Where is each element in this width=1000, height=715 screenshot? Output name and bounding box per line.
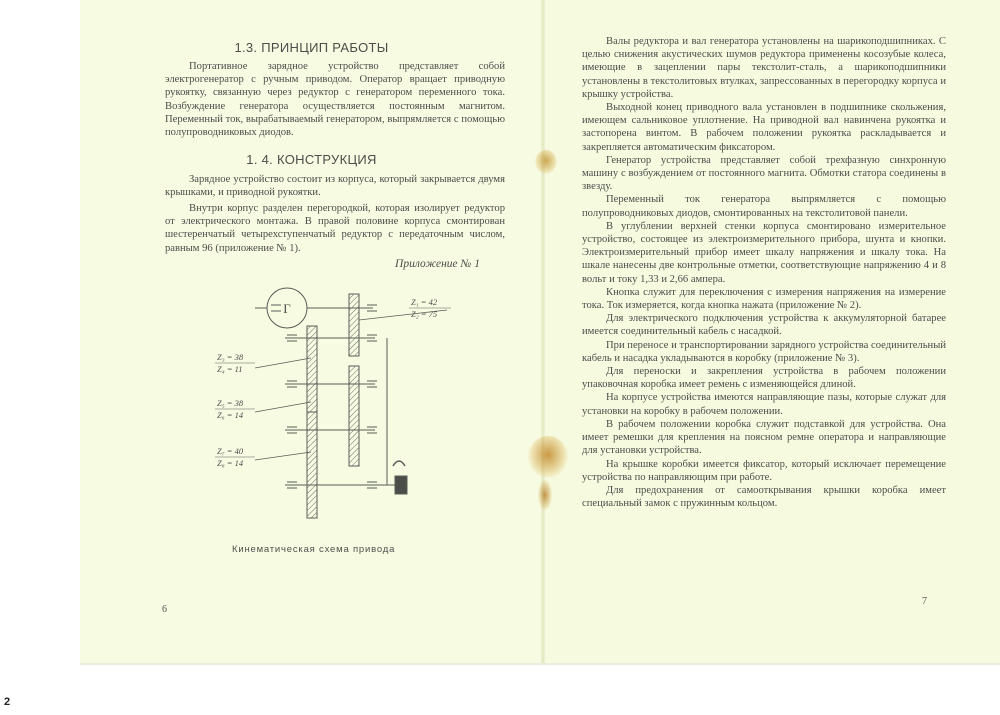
right-page-text bbox=[582, 35, 946, 510]
ratio-1-den: Z₂ = 75 bbox=[411, 309, 438, 319]
right-paragraph: Для электрического подключения устройства к аккумуляторной батарее имеется соединительный кабель с насадкой. bbox=[582, 313, 946, 338]
ratio-3-num: Z₅ = 38 bbox=[217, 398, 244, 408]
gear-left-lower bbox=[307, 412, 317, 518]
right-paragraph: Выходной конец приводного вала установлен в подшипнике скольжения, имеющем сальниковое уплотнение. На приводной вал навинчена рукоятка и застопорена винтом. В рабочем положении рукоятка раскладывается и закрепляется автоматическим фиксатором. bbox=[582, 102, 946, 153]
stain-middle bbox=[528, 436, 568, 478]
book-spread bbox=[80, 0, 1000, 663]
right-paragraph: Генератор устройства представляет собой трехфазную синхронную машину с возбуждением от постоянного магнита. Обмотки статора соединены в звезду. bbox=[582, 154, 946, 193]
right-paragraph: При переносе и транспортировании зарядного устройства соединительный кабель и насадка укладываются в коробку (приложение № 3). bbox=[582, 339, 946, 364]
handle-block bbox=[395, 476, 407, 494]
ratio-2-den: Z₄ = 11 bbox=[217, 364, 243, 374]
ratio-4-num: Z₇ = 40 bbox=[217, 446, 244, 456]
section-1-3-title: 1.3. ПРИНЦИП РАБОТЫ bbox=[234, 40, 389, 55]
page-edge-shadow bbox=[80, 663, 1000, 665]
stain-lower bbox=[538, 480, 552, 510]
generator-label: Г bbox=[283, 301, 291, 316]
book-fold bbox=[541, 0, 545, 663]
section-1-3-paragraph: Портативное зарядное устройство представляет собой электрогенератор с ручным приводом. Оператор вращает приводную рукоятку, связанную через редуктор с генератором переменного тока. Возбуждение генератора осуществляется постоянным магнитом. Переменный ток, вырабатываемый генератором, выпрямляется с помощью полупроводниковых диодов. bbox=[165, 61, 505, 139]
page-number-left: 6 bbox=[162, 604, 167, 615]
ratio-4-den: Z₈ = 14 bbox=[217, 458, 244, 468]
ratio-2-num: Z₃ = 38 bbox=[217, 352, 244, 362]
right-paragraph: Для предохранения от самооткрывания крышки коробка имеет специальный замок с пружинным кольцом. bbox=[582, 484, 946, 510]
right-paragraph: Для переноски и закрепления устройства в рабочем положении упаковочная коробка имеет ремень с изменяющейся длиной. bbox=[582, 366, 946, 391]
right-paragraph: Переменный ток генератора выпрямляется с помощью полупроводниковых диодов, смонтированных на текстолитовой панели. bbox=[582, 194, 946, 219]
right-paragraph: В углублении верхней стенки корпуса смонтировано измерительное устройство, состоящее из электроизмерительного прибора, шунта и кнопки. Электроизмерительный прибор имеет шкалу напряжения и шкалу тока. На шкале нанесены две контрольные отметки, соответствующие напряжению 4 и 8 вольт и току 1,33 и 2,66 ампера. bbox=[582, 220, 946, 285]
page-number-right: 7 bbox=[922, 596, 927, 607]
right-paragraph: На крышке коробки имеется фиксатор, который исключает перемещение устройства по направляющим при работе. bbox=[582, 458, 946, 483]
right-paragraph: Кнопка служит для переключения с измерения напряжения на измерение тока. Ток измеряется, когда кнопка нажата (приложение № 2). bbox=[582, 286, 946, 312]
gear-middle-right bbox=[349, 366, 359, 466]
section-1-4-paragraph-2: Внутри корпус разделен перегородкой, которая изолирует редуктор от электрического монтажа. В правой половине корпуса смонтирован шестеренчатый четырехступенчатый редуктор с передаточным числом, равным 96 (приложение № 1). bbox=[165, 203, 505, 254]
kinematic-diagram bbox=[215, 280, 455, 550]
gear-left-upper bbox=[307, 326, 317, 412]
section-1-4-title: 1. 4. КОНСТРУКЦИЯ bbox=[246, 152, 377, 167]
appendix-label: Приложение № 1 bbox=[395, 258, 480, 270]
right-paragraph: В рабочем положении коробка служит подставкой для устройства. Она имеет ремешки для крепления на поясном ремне оператора и направляющие для установки устройства. bbox=[582, 418, 946, 457]
gear-upper-right bbox=[349, 294, 359, 356]
diagram-caption: Кинематическая схема привода bbox=[232, 544, 396, 555]
ratio-1-num: Z₁ = 42 bbox=[411, 297, 438, 307]
section-1-4-paragraph-1: Зарядное устройство состоит из корпуса, который закрывается двумя крышками, и приводной рукоятки. bbox=[165, 174, 505, 199]
right-paragraph: На корпусе устройства имеются направляющие пазы, которые служат для установки на коробку в рабочем положении. bbox=[582, 392, 946, 417]
ratio-3-den: Z₆ = 14 bbox=[217, 410, 244, 420]
corner-mark: 2 bbox=[4, 696, 11, 708]
right-paragraph: Валы редуктора и вал генератора установлены на шарикоподшипниках. С целью снижения акустических шумов редуктора применены косозубые колеса, имеющие в зацеплении пары текстолит-сталь, а шарикоподшипники установлены в текстолитовых втулках, запрессованных в перегородку корпуса и крышку устройства. bbox=[582, 36, 946, 100]
